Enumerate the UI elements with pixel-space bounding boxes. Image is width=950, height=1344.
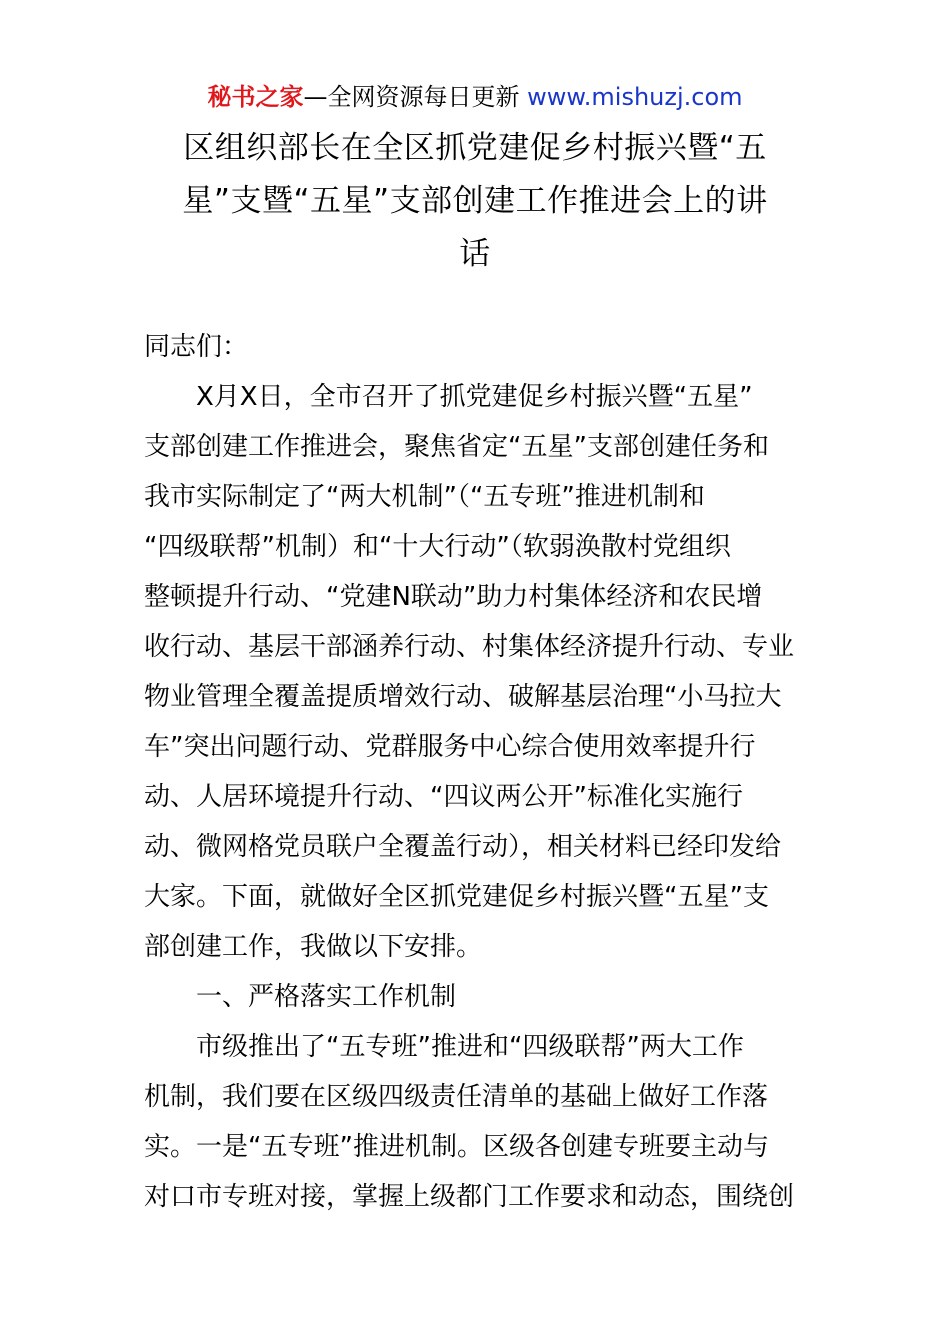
- body-line: 整顿提升行动、“党建N联动”助力村集体经济和农民增: [144, 582, 763, 612]
- body-line: 机制，我们要在区级四级责任清单的基础上做好工作落: [144, 1082, 769, 1112]
- body-line: 收行动、基层干部涵养行动、村集体经济提升行动、专业: [144, 632, 795, 662]
- site-url-link[interactable]: www.mishuzj.com: [527, 83, 743, 111]
- document-title: [140, 122, 810, 281]
- document-body: [144, 322, 816, 1222]
- body-line: 实。一是“五专班”推进机制。区级各创建专班要主动与: [144, 1132, 769, 1162]
- body-line: 我市实际制定了“两大机制”（“五专班”推进机制和: [144, 482, 705, 512]
- section-heading: 一、严格落实工作机制: [144, 982, 457, 1012]
- title-line: 星”支暨“五星”支部创建工作推进会上的讲: [182, 183, 768, 219]
- body-line: 市级推出了“五专班”推进和“四级联帮”两大工作: [144, 1032, 744, 1062]
- body-line: 大家。下面，就做好全区抓党建促乡村振兴暨“五星”支: [144, 882, 769, 912]
- site-brand: 秘书之家: [207, 83, 304, 111]
- site-header: [0, 80, 950, 114]
- body-line: 对口市专班对接，掌握上级都门工作要求和动态，围绕创: [144, 1182, 795, 1212]
- body-line: 部创建工作，我做以下安排。: [144, 932, 483, 962]
- body-line: 动、微网格党员联户全覆盖行动），相关材料已经印发给: [144, 832, 782, 862]
- body-line: 车”突出问题行动、党群服务中心综合使用效率提升行: [144, 732, 756, 762]
- salutation: 同志们：: [144, 332, 249, 362]
- body-line: 动、人居环境提升行动、“四议两公开”标准化实施行: [144, 782, 743, 812]
- body-line: 支部创建工作推进会，聚焦省定“五星”支部创建任务和: [144, 432, 769, 462]
- title-line: 话: [459, 236, 491, 272]
- body-line: “四级联帮”机制）和“十大行动”（软弱涣散村党组织: [144, 532, 731, 562]
- site-tagline: —全网资源每日更新: [303, 83, 520, 111]
- body-line: X月X日，全市召开了抓党建促乡村振兴暨“五星”: [144, 382, 753, 412]
- body-line: 物业管理全覆盖提质增效行动、破解基层治理“小马拉大: [144, 682, 782, 712]
- title-line: 区组织部长在全区抓党建促乡村振兴暨“五: [183, 130, 767, 166]
